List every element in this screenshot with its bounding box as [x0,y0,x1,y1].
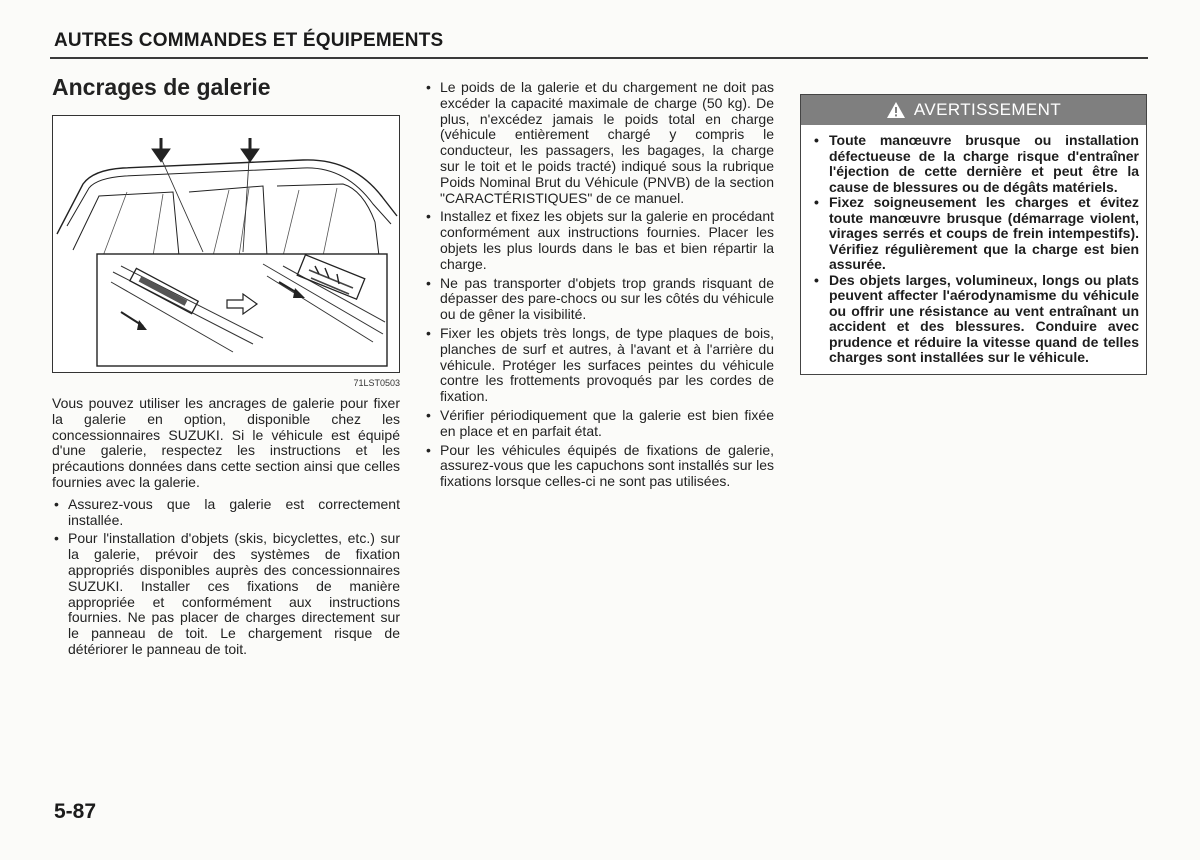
middle-bullet-list [424,80,774,490]
column-middle [424,80,774,493]
warning-item: • Des objets larges, volumineux, longs ou plats peuvent affecter l'aérodynamisme du véhicule ou offrir une résistance au vent entraînant un accident et des blessures. Conduire avec prudence et réduire la vitesse quand de telles charges sont installées sur le véhicule. [811,273,1139,366]
column-right [800,94,1147,375]
warning-header [801,95,1146,125]
list-item: • Ne pas transporter d'objets trop grands risquant de dépasser des pare-chocs ou sur les côtés du véhicule ou de gêner la visibilité. [424,276,774,323]
warning-list [811,133,1139,366]
chapter-title: AUTRES COMMANDES ET ÉQUIPEMENTS [54,30,444,51]
warning-triangle-icon [886,101,906,119]
page-number: 5-87 [54,800,97,823]
list-item: • Assurez-vous que la galerie est correctement installée. [52,497,400,529]
list-item: • Fixer les objets très longs, de type plaques de bois, planches de surf et autres, à l'avant et à l'arrière du véhicule. Protéger les surfaces peintes du véhicule contre les frottements provoqués par les cordes de fixation. [424,326,774,405]
vehicle-roof-diagram [53,116,399,372]
roof-rack-illustration [52,115,400,373]
figure-code: 71LST0503 [353,378,400,388]
list-item: • Pour les véhicules équipés de fixations de galerie, assurez-vous que les capuchons sont installés sur les fixations lorsque celles-ci ne sont pas utilisées. [424,443,774,490]
section-title: Ancrages de galerie [52,74,271,100]
warning-body [801,125,1146,374]
header-rule [50,57,1148,59]
list-item: • Pour l'installation d'objets (skis, bicyclettes, etc.) sur la galerie, prévoir des systèmes de fixation appropriés disponibles auprès des concessionnaires SUZUKI. Installer ces fixations de manière appropriée et conformément aux instructions fournies. Ne pas placer de charges directement sur le panneau de toit. Le chargement risque de détériorer le panneau de toit. [52,531,400,657]
warning-item: • Fixez soigneusement les charges et évitez toute manœuvre brusque (démarrage violent, virages serrés et coups de frein intempestifs). Vérifiez régulièrement que la charge est bien assurée. [811,195,1139,273]
warning-box [800,94,1147,375]
warning-item: • Toute manœuvre brusque ou installation défectueuse de la charge risque d'entraîner l'éjection de cette dernière et peut être la cause de blessures ou de dégâts matériels. [811,133,1139,195]
intro-paragraph: Vous pouvez utiliser les ancrages de galerie pour fixer la galerie en option, disponible chez les concessionnaires SUZUKI. Si le véhicule est équipé d'une galerie, respectez les instructions et les précautions données dans cette section ainsi que celles fournies avec la galerie. [52,395,400,490]
list-item: • Le poids de la galerie et du chargement ne doit pas excéder la capacité maximale de charge (50 kg). De plus, n'excédez jamais le poids total en charge (véhicule entièrement chargé y compris le conducteur, les passagers, les bagages, la charge sur le toit et le poids tracté) indiqué sous la rubrique Poids Nominal Brut du Véhicule (PNVB) de la section "CARACTÉRISTIQUES" de ce manuel. [424,80,774,206]
warning-title: AVERTISSEMENT [913,100,1062,119]
list-item: • Vérifier périodiquement que la galerie est bien fixée en place et en parfait état. [424,408,774,440]
column-left [52,74,400,661]
list-item: • Installez et fixez les objets sur la galerie en procédant conformément aux instructions fournies. Placer les objets les plus lourds dans le bas et bien répartir la charge. [424,209,774,272]
left-bullet-list [52,497,400,658]
